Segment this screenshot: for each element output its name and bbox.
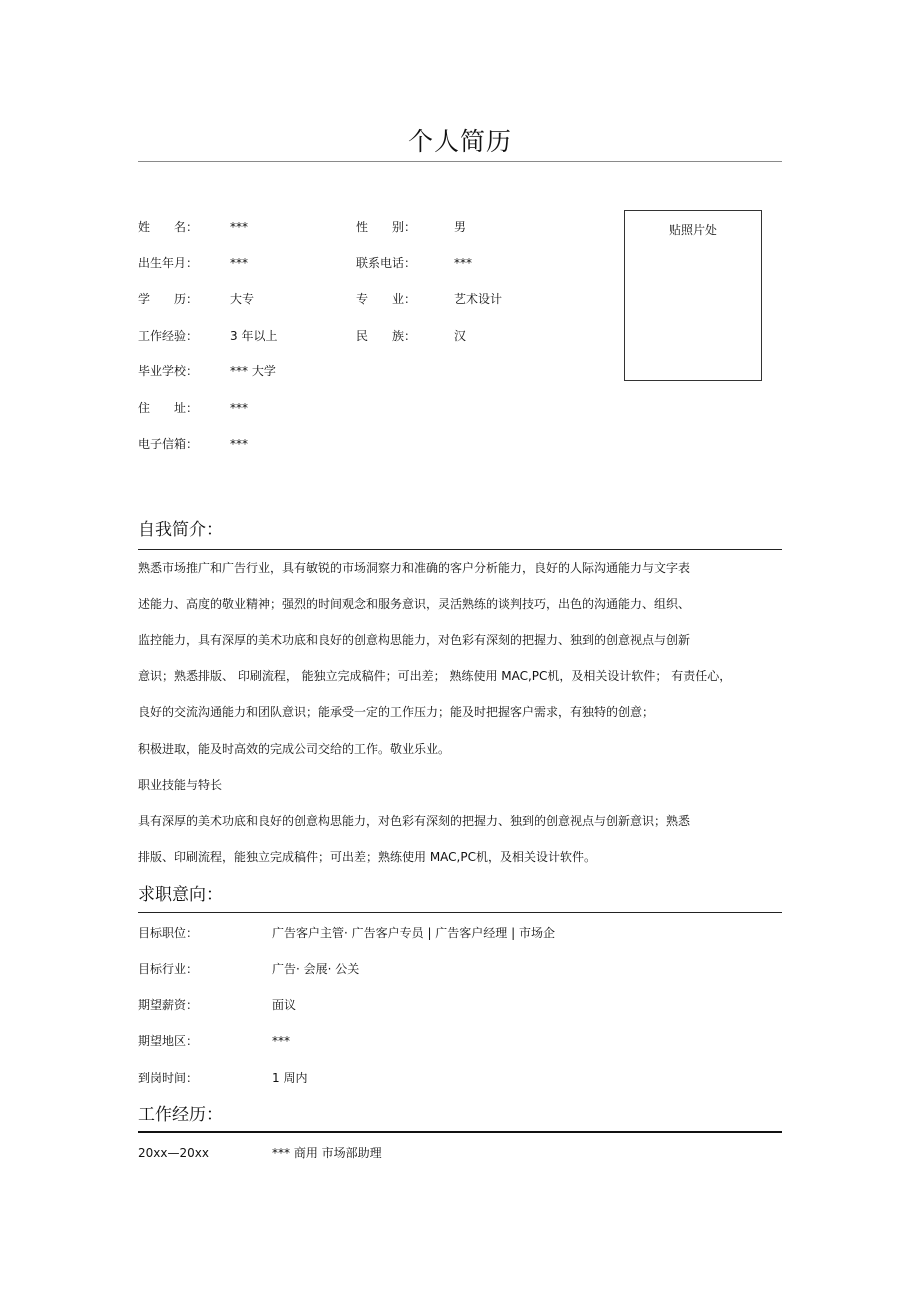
- intro-line: 良好的交流沟通能力和团队意识；能承受一定的工作压力；能及时把握客户需求，有独特的创意；: [138, 705, 655, 719]
- intro-line: 述能力、高度的敬业精神；强烈的时间观念和服务意识，灵活熟练的谈判技巧，出色的沟通能力、组织、: [138, 597, 691, 611]
- work-detail: *** 商用 市场部助理: [272, 1146, 382, 1160]
- phone-label: 联系电话：: [356, 256, 417, 270]
- work-divider: [138, 1131, 782, 1133]
- title-divider: [138, 161, 782, 162]
- experience-value: 3 年以上: [230, 329, 278, 343]
- intention-heading: 求职意向：: [138, 885, 223, 905]
- phone-value: ***: [454, 256, 472, 270]
- gender-value: 男: [454, 220, 467, 234]
- name-value: ***: [230, 220, 248, 234]
- experience-label: 工作经验：: [138, 329, 199, 343]
- target-industry-value: 广告· 会展· 公关: [272, 962, 360, 976]
- education-value: 大专: [230, 292, 255, 306]
- photo-label: 贴照片处: [668, 223, 717, 237]
- target-industry-label: 目标行业：: [138, 962, 199, 976]
- school-label: 毕业学校：: [138, 364, 199, 378]
- work-heading: 工作经历：: [138, 1105, 223, 1125]
- address-label: 住 址：: [138, 401, 199, 415]
- intro-line: 积极进取，能及时高效的完成公司交给的工作。敬业乐业。: [138, 742, 451, 756]
- intro-line: 意识；熟悉排版、 印刷流程， 能独立完成稿件；可出差； 熟练使用 MAC,PC机，及相关设计软件； 有责任心，: [138, 669, 732, 683]
- expected-location-value: ***: [272, 1034, 290, 1048]
- skills-line: 排版、印刷流程，能独立完成稿件；可出差；熟练使用 MAC,PC机，及相关设计软件。: [138, 850, 596, 864]
- education-label: 学 历：: [138, 292, 199, 306]
- intro-heading: 自我简介：: [138, 520, 223, 540]
- gender-label: 性 别：: [356, 220, 417, 234]
- ethnicity-label: 民 族：: [356, 329, 417, 343]
- work-period: 20xx—20xx: [138, 1146, 209, 1160]
- expected-location-label: 期望地区：: [138, 1034, 199, 1048]
- intro-line: 熟悉市场推广和广告行业，具有敏锐的市场洞察力和准确的客户分析能力，良好的人际沟通能力与文字表: [138, 561, 691, 575]
- intention-divider: [138, 912, 782, 913]
- major-value: 艺术设计: [454, 292, 503, 306]
- expected-salary-label: 期望薪资：: [138, 998, 199, 1012]
- arrival-time-label: 到岗时间：: [138, 1071, 199, 1085]
- intro-divider: [138, 549, 782, 550]
- target-position-label: 目标职位：: [138, 926, 199, 940]
- arrival-time-value: 1 周内: [272, 1071, 308, 1085]
- school-value: *** 大学: [230, 364, 276, 378]
- birth-value: ***: [230, 256, 248, 270]
- email-label: 电子信箱：: [138, 437, 199, 451]
- skills-heading: 职业技能与特长: [138, 778, 223, 792]
- email-value: ***: [230, 437, 248, 451]
- birth-label: 出生年月：: [138, 256, 199, 270]
- expected-salary-value: 面议: [272, 998, 297, 1012]
- target-position-value: 广告客户主管· 广告客户专员 | 广告客户经理 | 市场企: [272, 926, 555, 940]
- address-value: ***: [230, 401, 248, 415]
- name-label: 姓 名：: [138, 220, 199, 234]
- page-title: 个人简历: [407, 127, 512, 156]
- major-label: 专 业：: [356, 292, 417, 306]
- intro-line: 监控能力，具有深厚的美术功底和良好的创意构思能力，对色彩有深刻的把握力、独到的创意视点与创新: [138, 633, 691, 647]
- photo-placeholder: [624, 210, 762, 381]
- ethnicity-value: 汉: [454, 329, 467, 343]
- skills-line: 具有深厚的美术功底和良好的创意构思能力，对色彩有深刻的把握力、独到的创意视点与创新意识；熟悉: [138, 814, 691, 828]
